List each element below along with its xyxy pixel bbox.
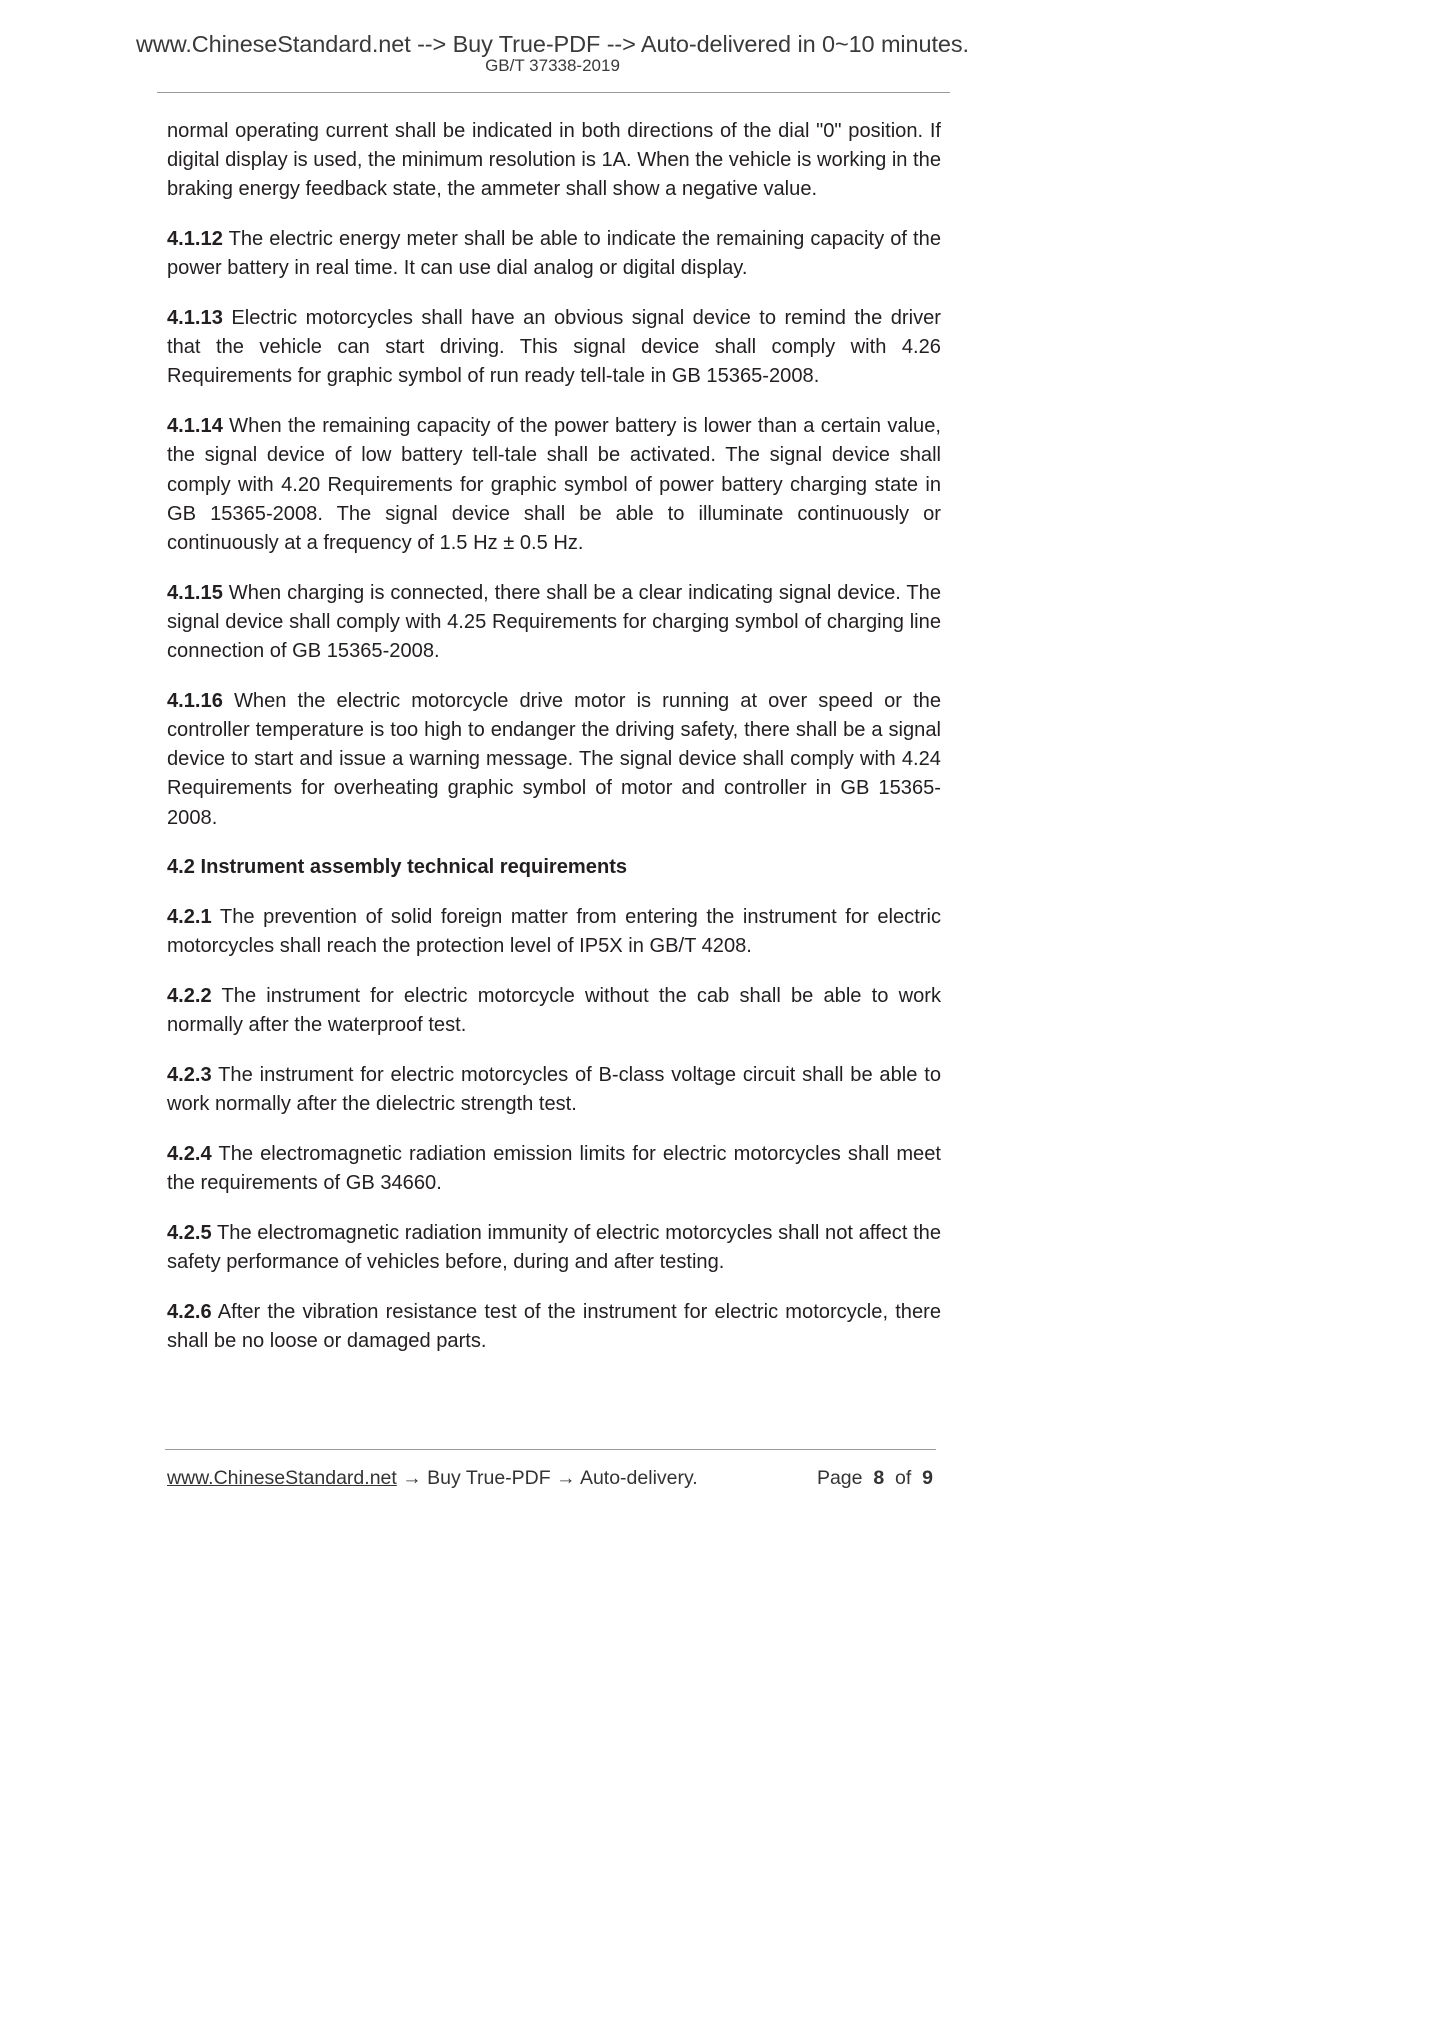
clause-4-2-4 bbox=[167, 1140, 941, 1198]
document-body bbox=[167, 117, 941, 1376]
footer-divider bbox=[165, 1449, 936, 1450]
clause-text: The electromagnetic radiation emission limits for electric motorcycles shall meet the requirements of GB 34660. bbox=[167, 1142, 941, 1194]
clause-text: When charging is connected, there shall be a clear indicating signal device. The signal device shall comply with 4.25 Requirements for charging symbol of charging line connection of GB 15365-2008. bbox=[167, 581, 941, 663]
page-current: 8 bbox=[873, 1467, 885, 1489]
clause-text: The instrument for electric motorcycle without the cab shall be able to work normally after the waterproof test. bbox=[167, 984, 941, 1037]
clause-4-1-12 bbox=[167, 225, 941, 283]
clause-4-1-16 bbox=[167, 687, 941, 833]
intro-paragraph: normal operating current shall be indicated in both directions of the dial "0" position. If digital display is used, the minimum resolution is 1A. When the vehicle is working in the braking energy feedback state, the ammeter shall show a negative value. bbox=[167, 120, 941, 201]
clause-text: The electromagnetic radiation immunity of electric motorcycles shall not affect the safety performance of vehicles before, during and after testing. bbox=[167, 1221, 941, 1273]
header-banner: www.ChineseStandard.net --> Buy True-PDF --> Auto-delivered in 0~10 minutes. bbox=[136, 31, 969, 57]
footer-site-link[interactable]: www.ChineseStandard.net bbox=[167, 1467, 397, 1489]
clause-4-2-5 bbox=[167, 1219, 941, 1277]
clause-number: 4.2.1 bbox=[167, 905, 212, 928]
clause-number: 4.1.13 bbox=[167, 307, 223, 330]
page-label: Page bbox=[816, 1467, 863, 1489]
standard-code: GB/T 37338-2019 bbox=[485, 56, 620, 75]
footer-promo-text: → Buy True-PDF → Auto-delivery. bbox=[396, 1467, 698, 1489]
clause-number: 4.2.5 bbox=[167, 1221, 212, 1244]
clause-4-2-1 bbox=[167, 903, 941, 961]
clause-number: 4.2.4 bbox=[167, 1142, 212, 1165]
clause-text: When the remaining capacity of the power battery is lower than a certain value, the signal device of low battery tell-tale shall be activated. The signal device shall comply with 4.20 Requirements for graphic symbol of power battery charging state in GB 15365-2008. The signal device shall be able to illuminate continuously or continuously at a frequency of 1.5 Hz ± 0.5 Hz. bbox=[167, 415, 941, 554]
clause-number: 4.1.14 bbox=[167, 415, 223, 438]
clause-4-2-3 bbox=[167, 1061, 941, 1119]
header-divider bbox=[157, 92, 950, 93]
page-of-label: of bbox=[895, 1467, 912, 1489]
clause-text: The electric energy meter shall be able to indicate the remaining capacity of the power battery in real time. It can use dial analog or digital display. bbox=[167, 228, 941, 280]
clause-number: 4.2.6 bbox=[167, 1300, 212, 1323]
clause-4-1-13 bbox=[167, 304, 941, 392]
clause-4-1-15 bbox=[167, 579, 941, 667]
clause-4-2-6 bbox=[167, 1298, 941, 1356]
clause-text: Electric motorcycles shall have an obvious signal device to remind the driver that the vehicle can start driving. This signal device shall comply with 4.26 Requirements for graphic symbol of run ready tell-tale in GB 15365-2008. bbox=[167, 307, 941, 388]
clause-number: 4.1.16 bbox=[167, 689, 223, 712]
section-heading: 4.2 Instrument assembly technical requirements bbox=[167, 856, 628, 879]
clause-4-2-2 bbox=[167, 982, 941, 1040]
page-footer bbox=[167, 1465, 937, 1491]
clause-text: When the electric motorcycle drive motor is running at over speed or the controller temperature is too high to endanger the driving safety, there shall be a signal device to start and issue a warning message. The signal device shall comply with 4.24 Requirements for overheating graphic symbol of motor and controller in GB 15365-2008. bbox=[167, 689, 941, 829]
clause-text: After the vibration resistance test of the instrument for electric motorcycle, there shall be no loose or damaged parts. bbox=[167, 1300, 941, 1352]
clause-number: 4.2.3 bbox=[167, 1063, 212, 1086]
clause-4-1-14 bbox=[167, 412, 941, 558]
clause-number: 4.2.2 bbox=[167, 984, 212, 1007]
clause-number: 4.1.12 bbox=[167, 228, 223, 251]
clause-number: 4.1.15 bbox=[167, 581, 223, 604]
clause-text: The prevention of solid foreign matter from entering the instrument for electric motorcycles shall reach the protection level of IP5X in GB/T 4208. bbox=[167, 905, 941, 958]
page-total: 9 bbox=[922, 1467, 933, 1489]
clause-text: The instrument for electric motorcycles of B-class voltage circuit shall be able to work normally after the dielectric strength test. bbox=[167, 1063, 941, 1115]
page-indicator bbox=[817, 1465, 933, 1491]
